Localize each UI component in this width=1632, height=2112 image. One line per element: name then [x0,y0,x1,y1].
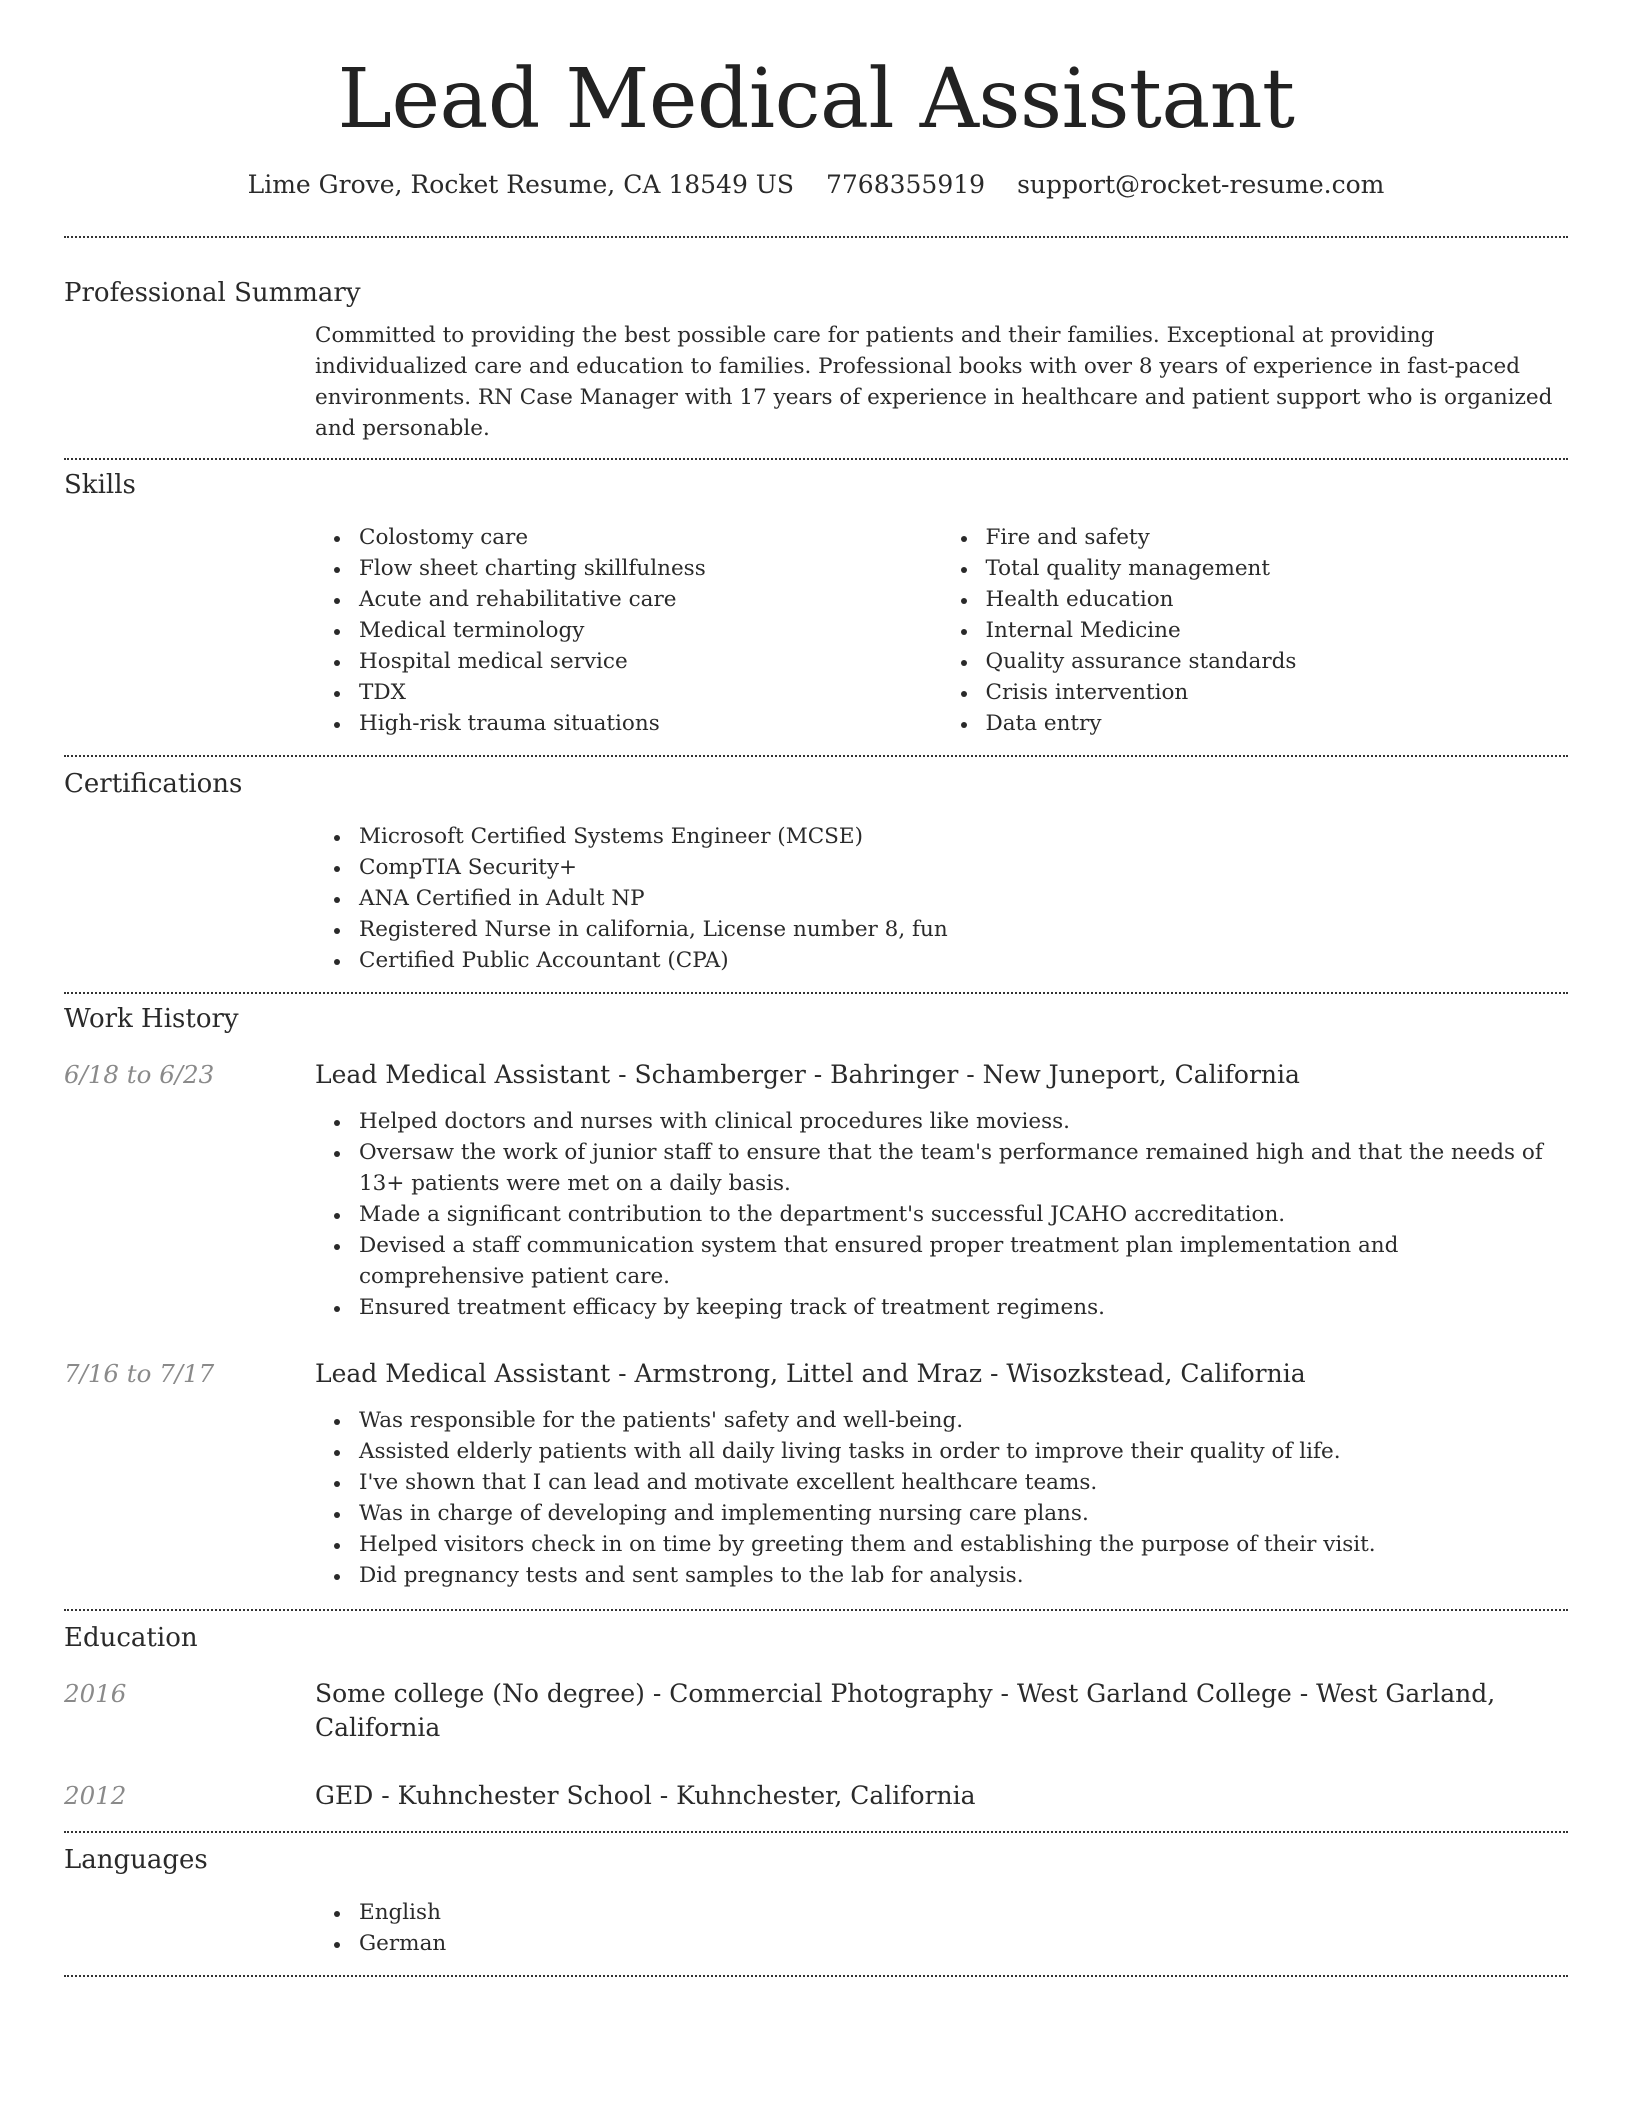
education-detail: GED - Kuhnchester School - Kuhnchester, California [315,1781,976,1810]
section-title-languages: Languages [64,1845,208,1875]
job-bullet: Did pregnancy tests and sent samples to the lab for analysis. [359,1560,1568,1591]
section-title-certifications: Certifications [64,769,243,799]
education-year: 2016 [64,1679,127,1708]
skill-item: TDX [359,677,942,708]
summary-section [64,238,1568,444]
job-bullet: Ensured treatment efficacy by keeping track of treatment regimens. [359,1292,1568,1323]
certification-item: Microsoft Certified Systems Engineer (MCSE) [359,821,1568,852]
job-bullet: Oversaw the work of junior staff to ensure that the team's performance remained high and that the needs of 13+ patients were met on a daily basis. [359,1137,1568,1199]
contact-phone: 7768355919 [826,170,986,199]
job-dates: 7/16 to 7/17 [64,1359,215,1388]
certification-item: Registered Nurse in california, License number 8, fun [359,914,1568,945]
education-year: 2012 [64,1781,127,1810]
language-item: German [359,1928,1568,1959]
skill-item: Quality assurance standards [986,646,1569,677]
skill-item: Medical terminology [359,615,942,646]
job-heading: Lead Medical Assistant - Schamberger - Bahringer - New Juneport, California [315,1060,1300,1089]
job-bullet: I've shown that I can lead and motivate excellent healthcare teams. [359,1467,1568,1498]
education-section [64,1611,1568,1813]
certifications-section [64,757,1568,976]
job-bullet: Helped visitors check in on time by greeting them and establishing the purpose of their visit. [359,1529,1568,1560]
skill-item: Colostomy care [359,522,942,553]
job-dates: 6/18 to 6/23 [64,1060,215,1089]
divider [64,1975,1568,1977]
summary-text: Committed to providing the best possible care for patients and their families. Exceptional at providing individualized care and education to families. Professional books with over 8 years of experience in fast-paced environments. RN Case Manager with 17 years of experience in healthcare and patient support who is organized and personable. [315,323,1553,441]
skill-item: Acute and rehabilitative care [359,584,942,615]
job-bullet: Made a significant contribution to the department's successful JCAHO accreditation. [359,1199,1568,1230]
language-item: English [359,1897,1568,1928]
section-title-skills: Skills [64,470,136,500]
contact-address: Lime Grove, Rocket Resume, CA 18549 US [247,170,794,199]
job-bullets [315,1405,1568,1591]
certification-item: CompTIA Security+ [359,852,1568,883]
skill-item: Internal Medicine [986,615,1569,646]
skill-item: Total quality management [986,553,1569,584]
candidate-name: Lead Medical Assistant [337,52,1295,147]
skill-item: Health education [986,584,1569,615]
work-section [64,994,1568,1591]
section-title-education: Education [64,1623,198,1653]
job-bullet: Assisted elderly patients with all daily living tasks in order to improve their quality of life. [359,1436,1568,1467]
job-heading: Lead Medical Assistant - Armstrong, Littel and Mraz - Wisozkstead, California [315,1359,1306,1388]
job-bullet: Devised a staff communication system that ensured proper treatment plan implementation and comprehensive patient care. [359,1230,1568,1292]
skills-section [64,460,1568,739]
education-detail: Some college (No degree) - Commercial Photography - West Garland College - West Garland, California [315,1679,1496,1742]
skill-item: Flow sheet charting skillfulness [359,553,942,584]
skill-item: Data entry [986,708,1569,739]
languages-section [64,1833,1568,1959]
job-entry [64,1058,1568,1323]
skills-list-left [315,522,942,739]
contact-email: support@rocket-resume.com [1017,170,1385,199]
skills-list-right [942,522,1569,739]
languages-list [315,1897,1568,1959]
certification-item: Certified Public Accountant (CPA) [359,945,1568,976]
skill-item: High-risk trauma situations [359,708,942,739]
job-bullet: Was in charge of developing and implementing nursing care plans. [359,1498,1568,1529]
job-entry [64,1357,1568,1591]
job-bullets [315,1106,1568,1323]
resume-header [64,0,1568,202]
education-entry [64,1779,1568,1813]
skill-item: Fire and safety [986,522,1569,553]
resume-page [64,0,1568,1977]
job-bullet: Was responsible for the patients' safety and well-being. [359,1405,1568,1436]
skill-item: Hospital medical service [359,646,942,677]
job-bullet: Helped doctors and nurses with clinical procedures like moviess. [359,1106,1568,1137]
section-title-work: Work History [64,1004,239,1034]
section-title-summary: Professional Summary [64,278,361,308]
education-entry [64,1677,1568,1745]
certification-item: ANA Certified in Adult NP [359,883,1568,914]
certifications-list [315,821,1568,976]
skill-item: Crisis intervention [986,677,1569,708]
contact-line [64,168,1568,202]
